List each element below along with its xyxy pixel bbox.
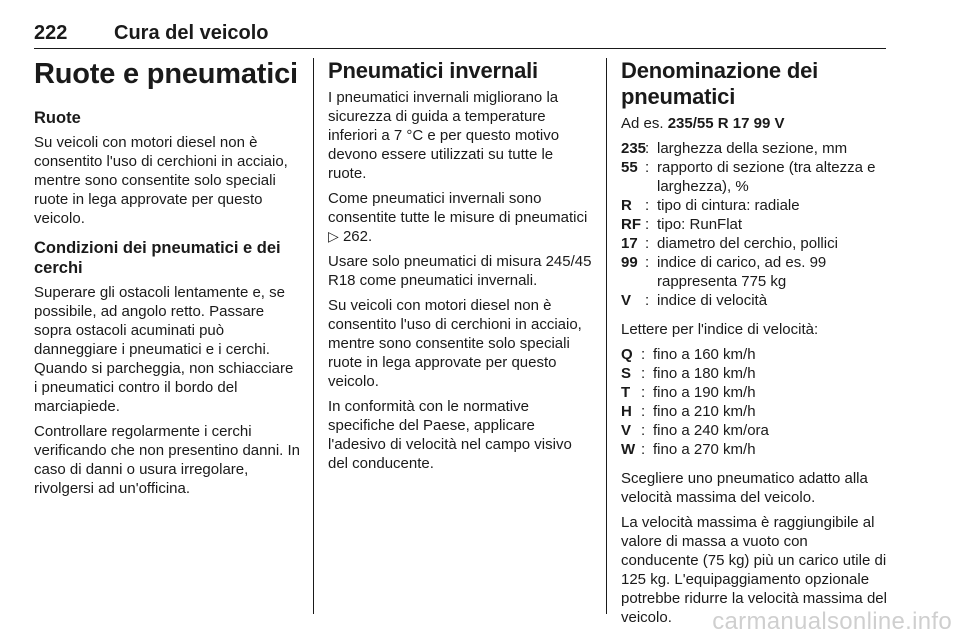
section-heading-winter-tyres: Pneumatici invernali [328,58,538,83]
list-item: S : fino a 180 km/h [621,365,756,382]
list-item: T : fino a 190 km/h [621,384,756,401]
heading-condizioni: Condizioni dei pneumatici e dei cerchi [34,239,281,277]
column-divider [606,58,607,614]
paragraph-text: Come pneumatici invernali sono consentite tutte le misure di pneumatici [328,190,588,226]
page-reference-link[interactable]: 262. [342,228,373,245]
speed-index-list [621,345,887,459]
list-item: 235 : larghezza della sezione, mm [621,140,848,157]
example-line [621,114,887,133]
paragraph: Su veicoli con motori diesel non è consentito l'uso di cerchioni in acciaio, mentre sono consentite solo speciali ruote in lega approvate per questo veicolo. [34,134,288,227]
paragraph-with-reference [328,189,594,246]
column-2 [328,58,594,479]
designation-list [621,139,887,310]
list-item: V : fino a 240 km/ora [621,422,769,439]
list-item: H : fino a 210 km/h [621,403,756,420]
page-header [34,18,886,49]
column-1 [34,58,300,504]
list-item: R : tipo di cintura: radiale [621,197,800,214]
list-item: 17 : diametro del cerchio, pollici [621,235,838,252]
paragraph: La velocità massima è raggiungibile al valore di massa a vuoto con conducente (75 kg) più un carico utile di 125 kg. L'equipaggiamento opzionale potrebbe ridurre la velocità massima del veicolo. [621,514,887,626]
list-item: V : indice di velocità [621,292,768,309]
chapter-title: Ruote e pneumatici [34,58,298,90]
page-number: 222 [34,22,68,44]
paragraph: Superare gli ostacoli lentamente e, se possibile, ad angolo retto. Passare sopra ostacoli acuminati può danneggiare i pneumatici e i cerchi. Quando si parcheggia, non schiacciare i pneumatici contro il bordo del marciapiede. [34,284,294,415]
paragraph: Usare solo pneumatici di misura 245/45 R18 come pneumatici invernali. [328,253,592,289]
list-item: Q : fino a 160 km/h [621,346,756,363]
paragraph: Su veicoli con motori diesel non è consentito l'uso di cerchioni in acciaio, mentre sono consentite solo speciali ruote in lega approvate per questo veicolo. [328,297,582,390]
heading-ruote: Ruote [34,109,81,127]
column-3 [621,58,887,633]
column-divider [313,58,314,614]
reference-arrow-icon: ▷ [328,228,339,244]
list-item: 99 : indice di carico, ad es. 99 rappresenta 775 kg [621,254,827,290]
list-item: RF : tipo: RunFlat [621,216,743,233]
paragraph: Scegliere uno pneumatico adatto alla velocità massima del veicolo. [621,470,868,506]
paragraph: Controllare regolarmente i cerchi verificando che non presentino danni. In caso di danni o usura irregolare, rivolgersi ad un'officina. [34,423,301,497]
speed-index-intro: Lettere per l'indice di velocità: [621,321,819,338]
section-title: Cura del veicolo [114,22,269,44]
list-item: 55 : rapporto di sezione (tra altezza e larghezza), % [621,159,876,195]
example-value: 235/55 R 17 99 V [667,115,785,132]
section-heading-tyre-designation: Denominazione dei pneumatici [621,58,819,109]
example-prefix: Ad es. [621,115,664,132]
paragraph: I pneumatici invernali migliorano la sicurezza di guida a temperature inferiori a 7 °C e per questo motivo devono essere utilizzati su tutte le ruote. [328,89,560,182]
paragraph: In conformità con le normative specifiche del Paese, applicare l'adesivo di velocità nel campo visivo del conducente. [328,398,572,472]
watermark: carmanualsonline.info [712,608,952,635]
list-item: W : fino a 270 km/h [621,441,756,458]
